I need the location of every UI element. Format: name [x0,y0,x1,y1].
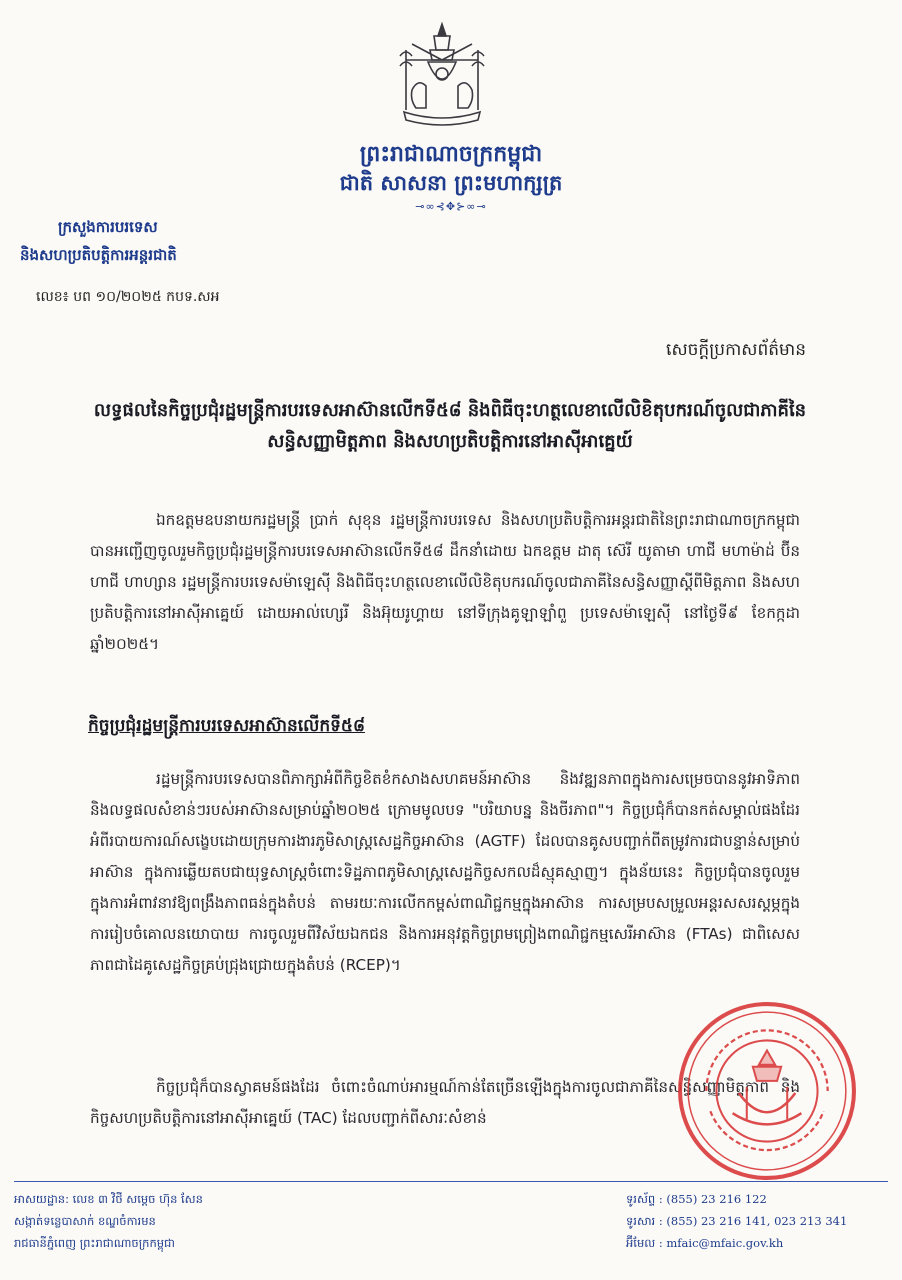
contact-phone: ទូរស័ព្ទ : (855) 23 216 122 [626,1192,767,1206]
footer-address [14,1188,203,1254]
press-release-title: លទ្ធផលនៃកិច្ចប្រជុំរដ្ឋមន្ត្រីការបរទេសអាស៊ានលើកទី៥៨ និងពិធីចុះហត្ថលេខាលើលិខិតុបករណ៍ចូលជាភាគីនៃសន្ធិសញ្ញាមិត្តភាព និងសហប្រតិបត្តិការនៅអាស៊ីអាគ្នេយ៍ [93,400,807,452]
national-motto: ជាតិ សាសនា ព្រះមហាក្សត្រ [339,171,563,195]
paragraph-tac: កិច្ចប្រជុំក៏បានស្វាគមន៍ផងដែរ ចំពោះចំណាប់អារម្មណ៍កាន់តែច្រើនឡើងក្នុងការចូលជាភាគីនៃសន្ធិសញ្ញាមិត្តភាព និងកិច្ចសហប្រតិបត្តិការនៅអាស៊ីអាគ្នេយ៍ (TAC) ដែលបញ្ជាក់ពីសារៈសំខាន់ [90,1078,800,1127]
section-heading: កិច្ចប្រជុំរដ្ឋមន្ត្រីការបរទេសអាស៊ានលើកទី៥៨ [88,716,365,736]
header-ornament: ⊸∞⊰✥⊱∞⊸ [415,200,487,213]
address-line-1: អាសយដ្ឋាន: លេខ ៣ វិថី សម្តេច ហ៊ុន សែន [14,1192,203,1206]
footer-contacts [626,1188,847,1254]
contact-email[interactable]: អ៊ីមែល : mfaic@mfaic.gov.kh [626,1236,784,1250]
royal-coat-of-arms-icon [392,20,492,130]
kingdom-name: ព្រះរាជាណាចក្រកម្ពុជា [359,142,543,167]
paragraph-intro: ឯកឧត្តមឧបនាយករដ្ឋមន្ត្រី ប្រាក់ សុខុន រដ្ឋមន្ត្រីការបរទេស និងសហប្រតិបត្តិការអន្តរជាតិនៃព្រះរាជាណាចក្រកម្ពុជា បានអញ្ជើញចូលរួមកិច្ចប្រជុំរដ្ឋមន្ត្រីការបរទេសអាស៊ានលើកទី៥៨ ដឹកនាំដោយ ឯកឧត្តម ដាតុ ស៊េរី យូតាមា ហាជី មហាម៉ាដ់ ប៊ីន ហាជី ហាហ្សាន រដ្ឋមន្ត្រីការបរទេសម៉ាឡេស៊ី និងពិធីចុះហត្ថលេខាលើលិខិតុបករណ៍ចូលជាភាគីនៃសន្ធិសញ្ញាស្តីពីមិត្តភាព និងសហប្រតិបត្តិការនៅអាស៊ីអាគ្នេយ៍ ដោយអាល់ហ្សេរី និងអ៊ុយរូហ្គាយ នៅទីក្រុងគូឡាឡាំពួ ប្រទេសម៉ាឡេស៊ី នៅថ្ងៃទី៩ ខែកក្កដា ឆ្នាំ២០២៥។ [90,511,800,653]
address-line-3: រាជធានីភ្នំពេញ ព្រះរាជាណាចក្រកម្ពុជា [14,1236,175,1250]
ministry-name-line1: ក្រសួងការបរទេស [58,218,158,236]
address-line-2: សង្កាត់ទន្លេបាសាក់ ខណ្ឌចំការមន [14,1214,156,1228]
ministry-name-line2: និងសហប្រតិបត្តិការអន្តរជាតិ [20,246,177,264]
contact-fax: ទូរសារ : (855) 23 216 141, 023 213 341 [626,1214,848,1228]
footer-divider [14,1181,888,1182]
paragraph-meeting: រដ្ឋមន្ត្រីការបរទេសបានពិភាក្សាអំពីកិច្ចខិតខំកសាងសហគមន៍អាស៊ាន និងវឌ្ឍនភាពក្នុងការសម្រេចបាននូវអាទិភាព និងលទ្ធផលសំខាន់ៗរបស់អាស៊ានសម្រាប់ឆ្នាំ២០២៥ ក្រោមមូលបទ "បរិយាបន្ន និងចីរភាព"។ កិច្ចប្រជុំក៏បានកត់សម្គាល់ផងដែរ អំពីរបាយការណ៍សង្ខេបដោយក្រុមការងារភូមិសាស្ត្រសេដ្ឋកិច្ចអាស៊ាន (AGTF) ដែលបានគូសបញ្ជាក់ពីតម្រូវការជាបន្ទាន់សម្រាប់អាស៊ាន ក្នុងការឆ្លើយតបជាយុទ្ធសាស្ត្រចំពោះទិដ្ឋភាពភូមិសាស្ត្រសេដ្ឋកិច្ចសកលដ៏ស្មុគស្មាញ។ ក្នុងន័យនេះ កិច្ចប្រជុំបានចូលរួមក្នុងការអំពាវនាវឱ្យពង្រឹងភាពធន់ក្នុងតំបន់ តាមរយៈការលើកកម្ពស់ពាណិជ្ជកម្មក្នុងអាស៊ាន ការសម្របសម្រួលអន្តរសសរស្តម្ភក្នុងការរៀបចំគោលនយោបាយ ការចូលរួមពីវិស័យឯកជន និងការអនុវត្តកិច្ចព្រមព្រៀងពាណិជ្ជកម្មសេរីអាស៊ាន (FTAs) ជាពិសេសភាពជាដៃគូសេដ្ឋកិច្ចគ្រប់ជ្រុងជ្រោយក្នុងតំបន់ (RCEP)។ [90,770,800,974]
reference-number: លេខ៖ បព ១០/២០២៥ កបទ.សអ [36,289,220,305]
ministry-seal-stamp [676,1000,858,1182]
document-type: សេចក្តីប្រកាសព័ត៌មាន [666,340,806,360]
